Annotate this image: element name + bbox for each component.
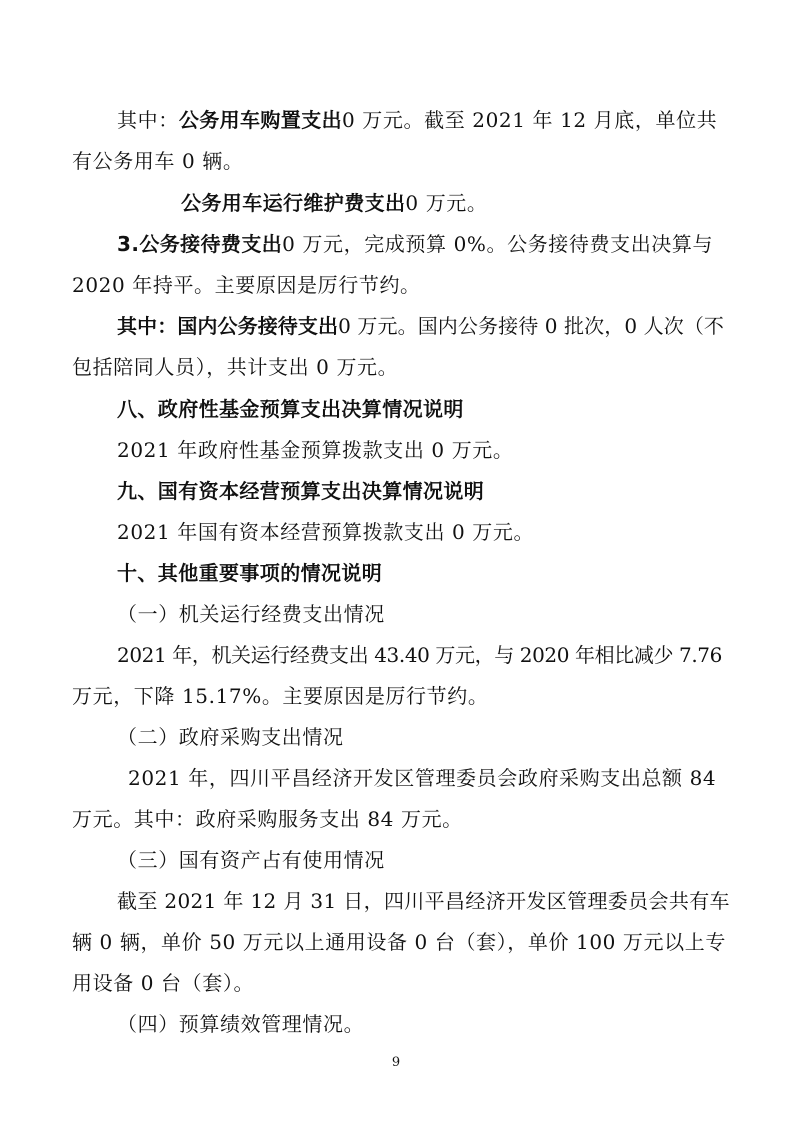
text-run: 2021 年，四川平昌经济开发区管理委员会政府采购支出总额 84 (128, 766, 717, 790)
text-run: 2021 年国有资本经营预算拨款支出 0 万元。 (117, 520, 535, 544)
text-run: 0 万元，完成预算 0%。公务接待费支出决算与 (282, 232, 714, 256)
heading-text: 九、国有资本经营预算支出决算情况说明 (117, 479, 485, 503)
paragraph-line (117, 312, 724, 340)
heading-text: 八、政府性基金预算支出决算情况说明 (117, 397, 464, 421)
paragraph-line (72, 147, 243, 175)
bold-term: 公务用车购置支出 (178, 108, 343, 132)
text-run: 辆 0 辆，单价 50 万元以上通用设备 0 台（套），单价 100 万元以上专 (72, 930, 726, 954)
paragraph-line (128, 764, 716, 792)
subsection-heading-2 (117, 723, 344, 751)
text-run: 0 万元。截至 2021 年 12 月底，单位共 (342, 108, 718, 132)
bold-term: 3.公务接待费支出 (117, 232, 283, 256)
text-run: 有公务用车 0 辆。 (72, 149, 244, 173)
text-run: （一）机关运行经费支出情况 (117, 602, 385, 626)
section-heading-8 (117, 395, 464, 423)
paragraph-line (117, 230, 713, 258)
paragraph-line (117, 436, 514, 464)
paragraph-line (181, 189, 488, 217)
text-run: 其中： (117, 108, 179, 132)
text-run: 0 万元。国内公务接待 0 批次，0 人次（不 (338, 314, 725, 338)
bold-term: 其中： (117, 314, 178, 338)
paragraph-line (72, 969, 254, 997)
text-run: 万元。其中：政府采购服务支出 84 万元。 (72, 807, 463, 831)
subsection-heading-1 (117, 600, 385, 628)
page-number: 9 (391, 1055, 401, 1070)
section-heading-10 (117, 559, 382, 587)
paragraph-line (117, 106, 717, 134)
paragraph-line (117, 887, 730, 915)
text-run: 0 万元。 (405, 191, 488, 215)
section-heading-9 (117, 477, 484, 505)
subsection-heading-3 (117, 846, 385, 874)
paragraph-line (72, 805, 463, 833)
paragraph-line (72, 928, 726, 956)
paragraph-line (72, 682, 488, 710)
text-run: （四）预算绩效管理情况。 (117, 1012, 365, 1036)
paragraph-line (117, 641, 722, 669)
bold-term: 国内公务接待支出 (177, 314, 339, 338)
text-run: 2021 年，机关运行经费支出 43.40 万元，与 2020 年相比减少 7.76 (117, 643, 722, 667)
paragraph-line (72, 353, 398, 381)
bold-term: 公务用车运行维护费支出 (181, 191, 406, 215)
text-run: （二）政府采购支出情况 (117, 725, 344, 749)
text-run: 万元，下降 15.17%。主要原因是厉行节约。 (72, 684, 489, 708)
heading-text: 十、其他重要事项的情况说明 (117, 561, 383, 585)
text-run: 包括陪同人员），共计支出 0 万元。 (72, 355, 399, 379)
subsection-heading-4 (117, 1010, 364, 1038)
paragraph-line (72, 271, 421, 299)
text-run: 截至 2021 年 12 月 31 日，四川平昌经济开发区管理委员会共有车 (117, 889, 730, 913)
paragraph-line (117, 518, 534, 546)
text-run: 2021 年政府性基金预算拨款支出 0 万元。 (117, 438, 514, 462)
text-run: 用设备 0 台（套）。 (72, 971, 255, 995)
text-run: 2020 年持平。主要原因是厉行节约。 (72, 273, 421, 297)
text-run: （三）国有资产占有使用情况 (117, 848, 385, 872)
